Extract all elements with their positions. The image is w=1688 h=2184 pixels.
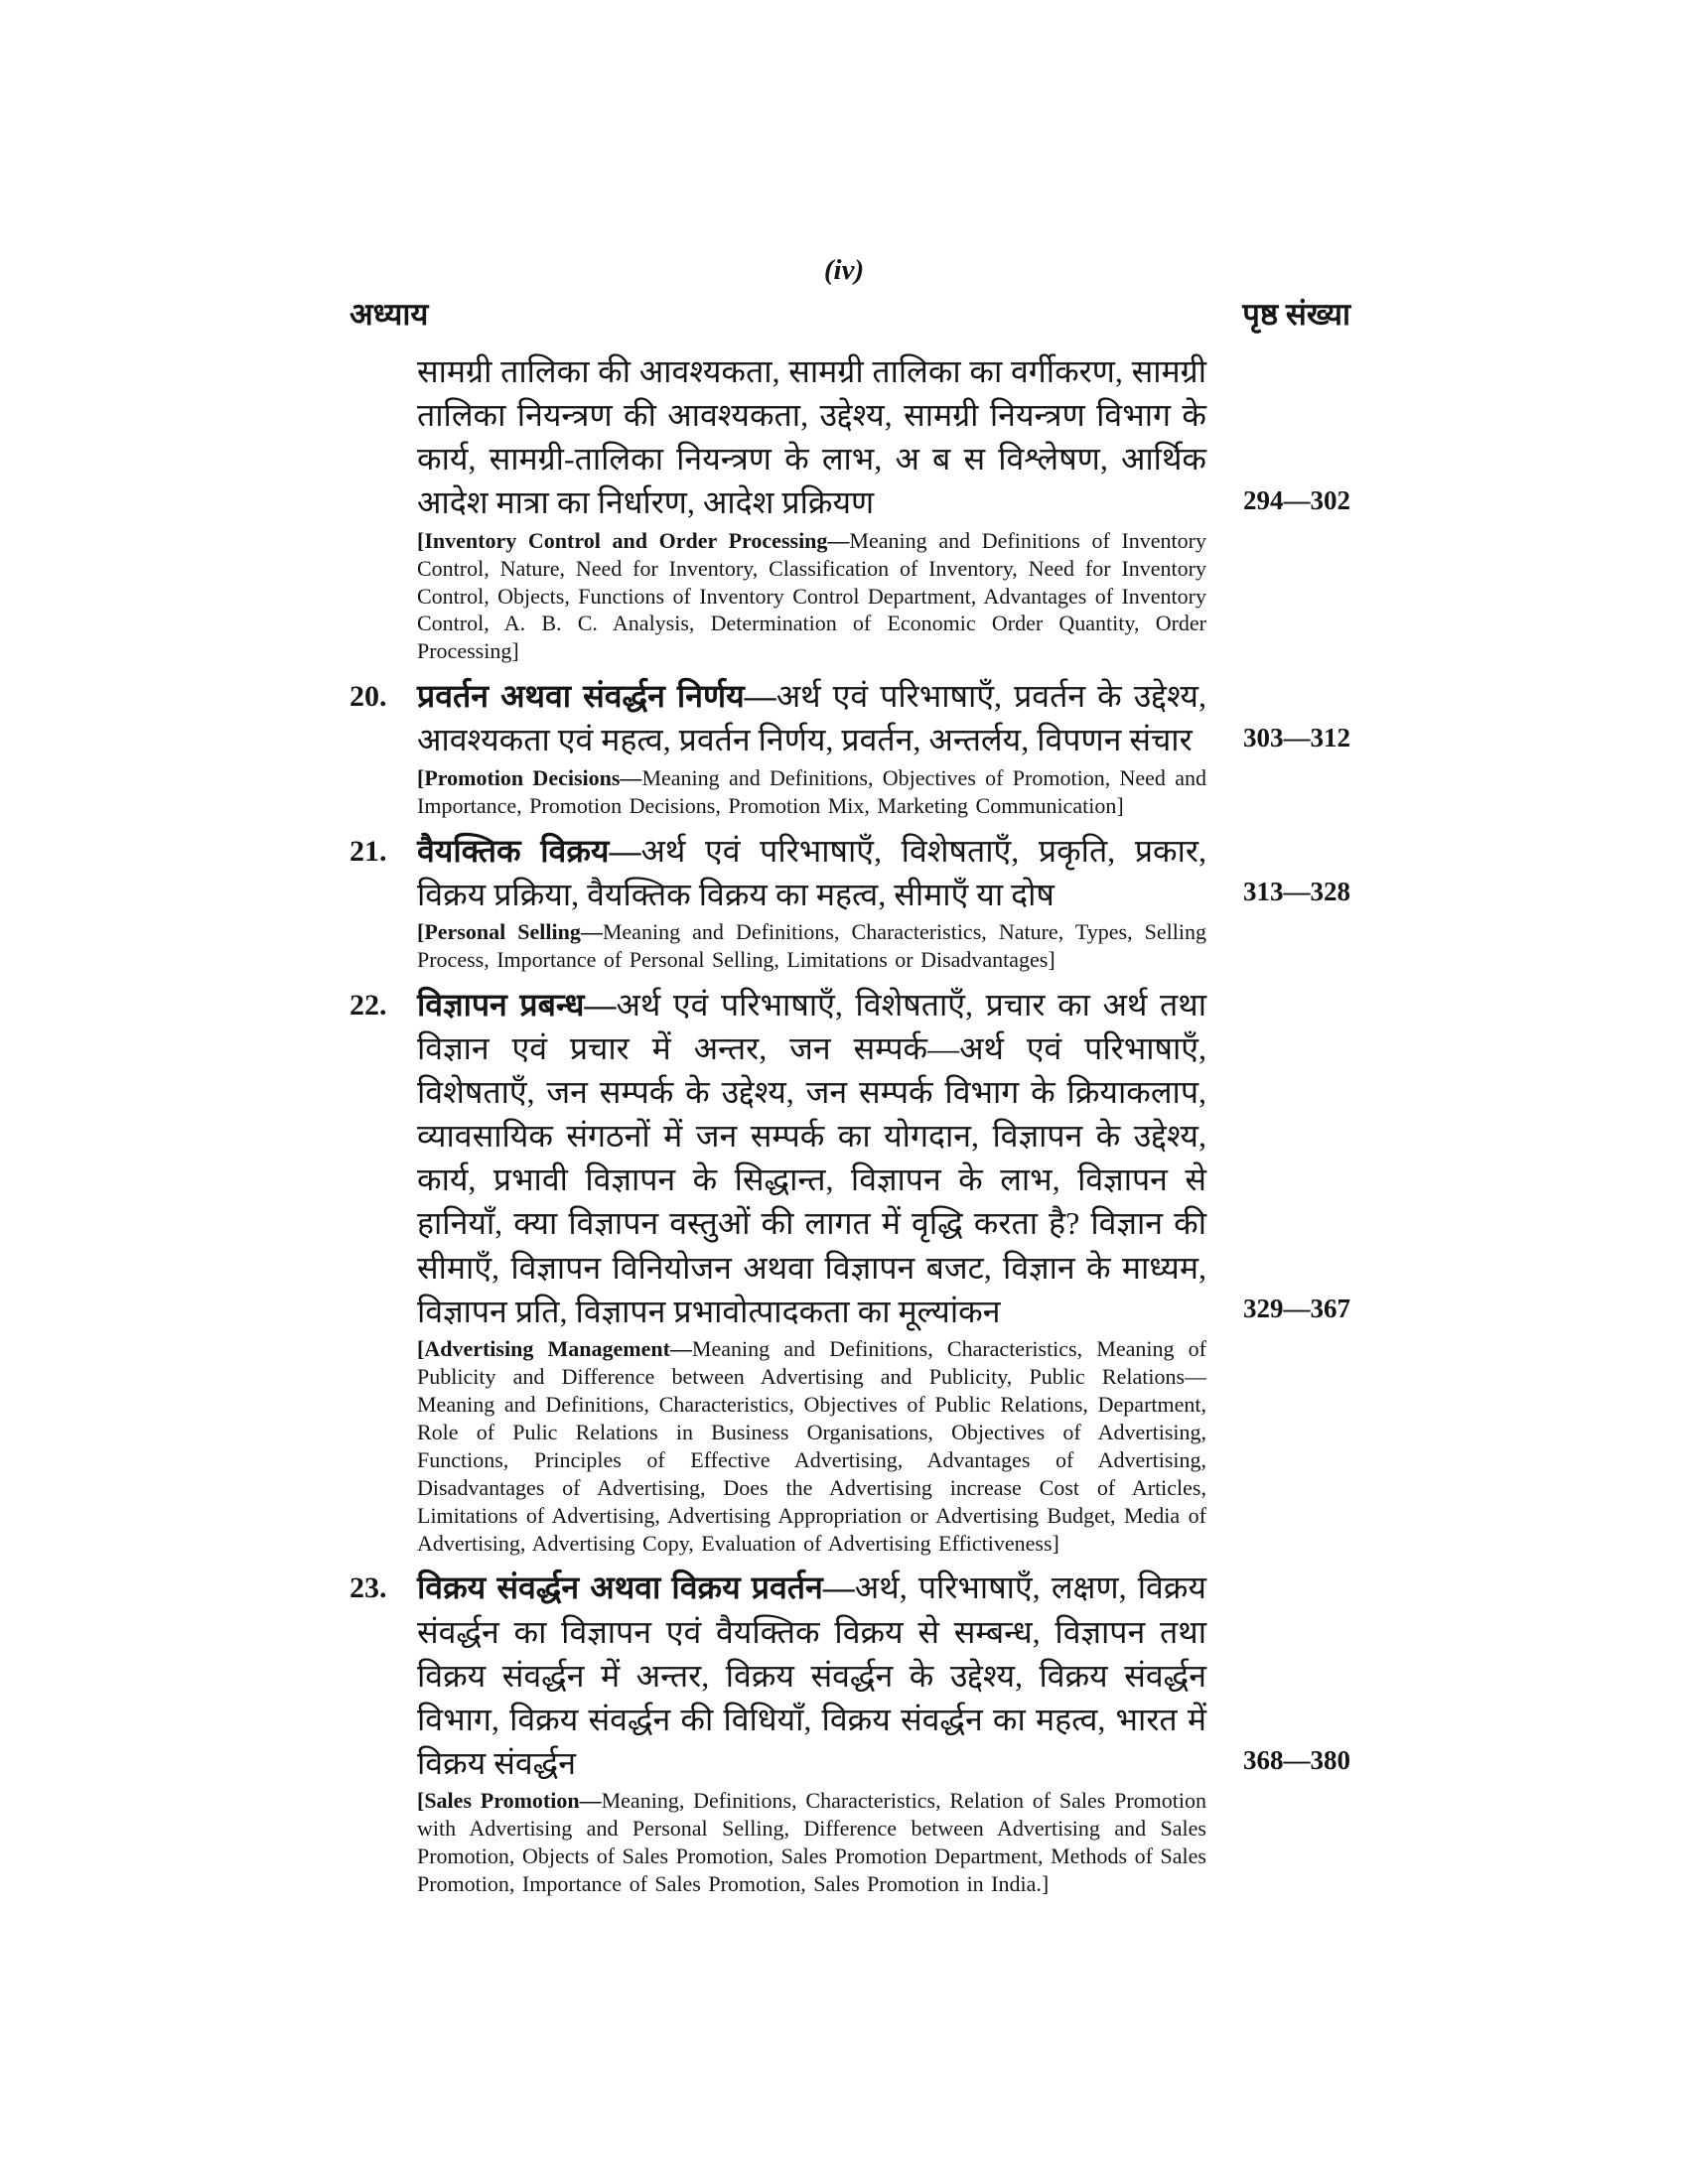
chapter-number: 21. [350, 834, 387, 868]
header-chapter: अध्याय [350, 297, 429, 332]
toc-column-headers [350, 296, 1350, 333]
chapter-number: 23. [350, 1571, 387, 1605]
chapter-topics-text: अर्थ, परिभाषाएँ, लक्षण, विक्रय संवर्द्धन का विज्ञापन एवं वैयक्तिक विक्रय से सम्बन्ध, विज्ञापन तथा विक्रय संवर्द्धन में अन्तर, विक्रय संवर्द्धन के उद्देश्य, विक्रय संवर्द्धन विभाग, विक्रय संवर्द्धन की विधियाँ, विक्रय संवर्द्धन का महत्व, भारत में विक्रय संवर्द्धन [417, 1570, 1206, 1782]
chapter-summary-text: Meaning and Definitions of Inventory Control, Nature, Need for Inventory, Classification of Inventory, Need for Inventory Control, Objects, Functions of Inventory Control Department, Advantages of Inventory Control, A. B. C. Analysis, Determination of Economic Order Quantity, Order Processing] [417, 527, 1206, 664]
chapter-number: 22. [350, 988, 387, 1022]
page-range: 329—367 [1243, 1293, 1350, 1323]
chapter-summary-text: Meaning and Definitions, Objectives of Promotion, Need and Importance, Promotion Decisions, Promotion Mix, Marketing Communication] [417, 764, 1206, 818]
page-range: 294—302 [1243, 484, 1350, 515]
chapter-number [350, 349, 417, 354]
chapter-title-hindi: विक्रय संवर्द्धन अथवा विक्रय प्रवर्तन— [417, 1570, 855, 1606]
chapter-topics-hindi [417, 674, 1206, 761]
chapter-summary-english [417, 527, 1206, 666]
chapter-topics-text: सामग्री तालिका की आवश्यकता, सामग्री तालिका का वर्गीकरण, सामग्री तालिका नियन्त्रण की आवश्यकता, उद्देश्य, सामग्री नियन्त्रण विभाग के कार्य, सामग्री-तालिका नियन्त्रण के लाभ, अ ब स विश्लेषण, आर्थिक आदेश मात्रा का निर्धारण, आदेश प्रक्रियण [417, 353, 1206, 521]
chapter-topics-text: अर्थ एवं परिभाषाएँ, विशेषताएँ, प्रचार का अर्थ तथा विज्ञान एवं प्रचार में अन्तर, जन सम्पर्क—अर्थ एवं परिभाषाएँ, विशेषताएँ, जन सम्पर्क के उद्देश्य, जन सम्पर्क विभाग के क्रियाकलाप, व्यावसायिक संगठनों में जन सम्पर्क का योगदान, विज्ञापन के उद्देश्य, कार्य, प्रभावी विज्ञापन के सिद्धान्त, विज्ञापन के लाभ, विज्ञापन से हानियाँ, क्या विज्ञापन वस्तुओं की लागत में वृद्धि करता है? विज्ञान की सीमाएँ, विज्ञापन विनियोजन अथवा विज्ञापन बजट, विज्ञान के माध्यम, विज्ञापन प्रति, विज्ञापन प्रभावोत्पादकता का मूल्यांकन [417, 986, 1206, 1329]
chapter-summary-english [417, 1335, 1206, 1558]
chapter-title-english: [Inventory Control and Order Processing— [417, 527, 850, 553]
chapter-title-english: [Advertising Management— [417, 1335, 692, 1361]
chapter-title-hindi: प्रवर्तन अथवा संवर्द्धन निर्णय— [417, 678, 776, 715]
chapter-topics-text: अर्थ एवं परिभाषाएँ, विशेषताएँ, प्रकृति, प्रकार, विक्रय प्रक्रिया, वैयक्तिक विक्रय का महत्व, सीमाएँ या दोष [417, 832, 1206, 912]
page-range: 368—380 [1243, 1745, 1350, 1776]
toc-entry [350, 829, 1350, 974]
chapter-summary-english [417, 918, 1206, 974]
chapter-title-english: [Promotion Decisions— [417, 764, 642, 790]
chapter-topics-text: अर्थ एवं परिभाषाएँ, प्रवर्तन के उद्देश्य, आवश्यकता एवं महत्व, प्रवर्तन निर्णय, प्रवर्तन, अन्तर्लय, विपणन संचार [417, 678, 1206, 758]
toc-entry [350, 349, 1350, 665]
toc-entry-row [350, 349, 1350, 525]
toc-entry-row [350, 829, 1350, 916]
chapter-summary-english [417, 764, 1206, 820]
chapter-topics-hindi [417, 349, 1206, 525]
chapter-topics-hindi [417, 983, 1206, 1333]
chapter-summary-english [417, 1787, 1206, 1898]
chapter-title-english: [Personal Selling— [417, 918, 603, 944]
toc-entry [350, 674, 1350, 819]
chapter-topics-hindi [417, 829, 1206, 916]
toc-entry [350, 1566, 1350, 1898]
chapter-number: 20. [350, 680, 387, 714]
chapter-topics-hindi [417, 1566, 1206, 1785]
chapter-summary-text: Meaning, Definitions, Characteristics, Relation of Sales Promotion with Advertising and Personal Selling, Difference between Advertising and Sales Promotion, Objects of Sales Promotion, Sales Promotion Department, Methods of Sales Promotion, Importance of Sales Promotion, Sales Promotion in India.] [417, 1788, 1206, 1897]
toc-entry-row [350, 983, 1350, 1333]
toc-entry [350, 983, 1350, 1558]
toc-entry-row [350, 1566, 1350, 1785]
header-page-number: पृष्ठ संख्या [1242, 297, 1350, 332]
chapter-title-hindi: वैयक्तिक विक्रय— [417, 832, 641, 869]
chapter-summary-text: Meaning and Definitions, Characteristics, Nature, Types, Selling Process, Importance of Personal Selling, Limitations or Disadvantages] [417, 918, 1207, 972]
chapter-title-english: [Sales Promotion— [417, 1788, 602, 1814]
folio-page-number: (iv) [823, 254, 865, 286]
chapter-summary-text: Meaning and Definitions, Characteristics, Meaning of Publicity and Difference between Advertising and Publicity, Public Relations—Meaning and Definitions, Characteristics, Objectives of Public Relations, Department, Role of Pulic Relations in Business Organisations, Objectives of Advertising, Functions, Principles of Effective Advertising, Advantages of Advertising, Disadvantages of Advertising, Does the Advertising increase Cost of Articles, Limitations of Advertising, Advertising Appropriation or Advertising Budget, Media of Advertising, Advertising Copy, Evaluation of Advertising Effictiveness] [417, 1335, 1206, 1556]
chapter-title-hindi: विज्ञापन प्रबन्ध— [417, 986, 617, 1023]
toc-content [350, 349, 1350, 1907]
page-range: 313—328 [1243, 876, 1350, 906]
toc-entry-row [350, 674, 1350, 761]
page-range: 303—312 [1243, 722, 1350, 752]
